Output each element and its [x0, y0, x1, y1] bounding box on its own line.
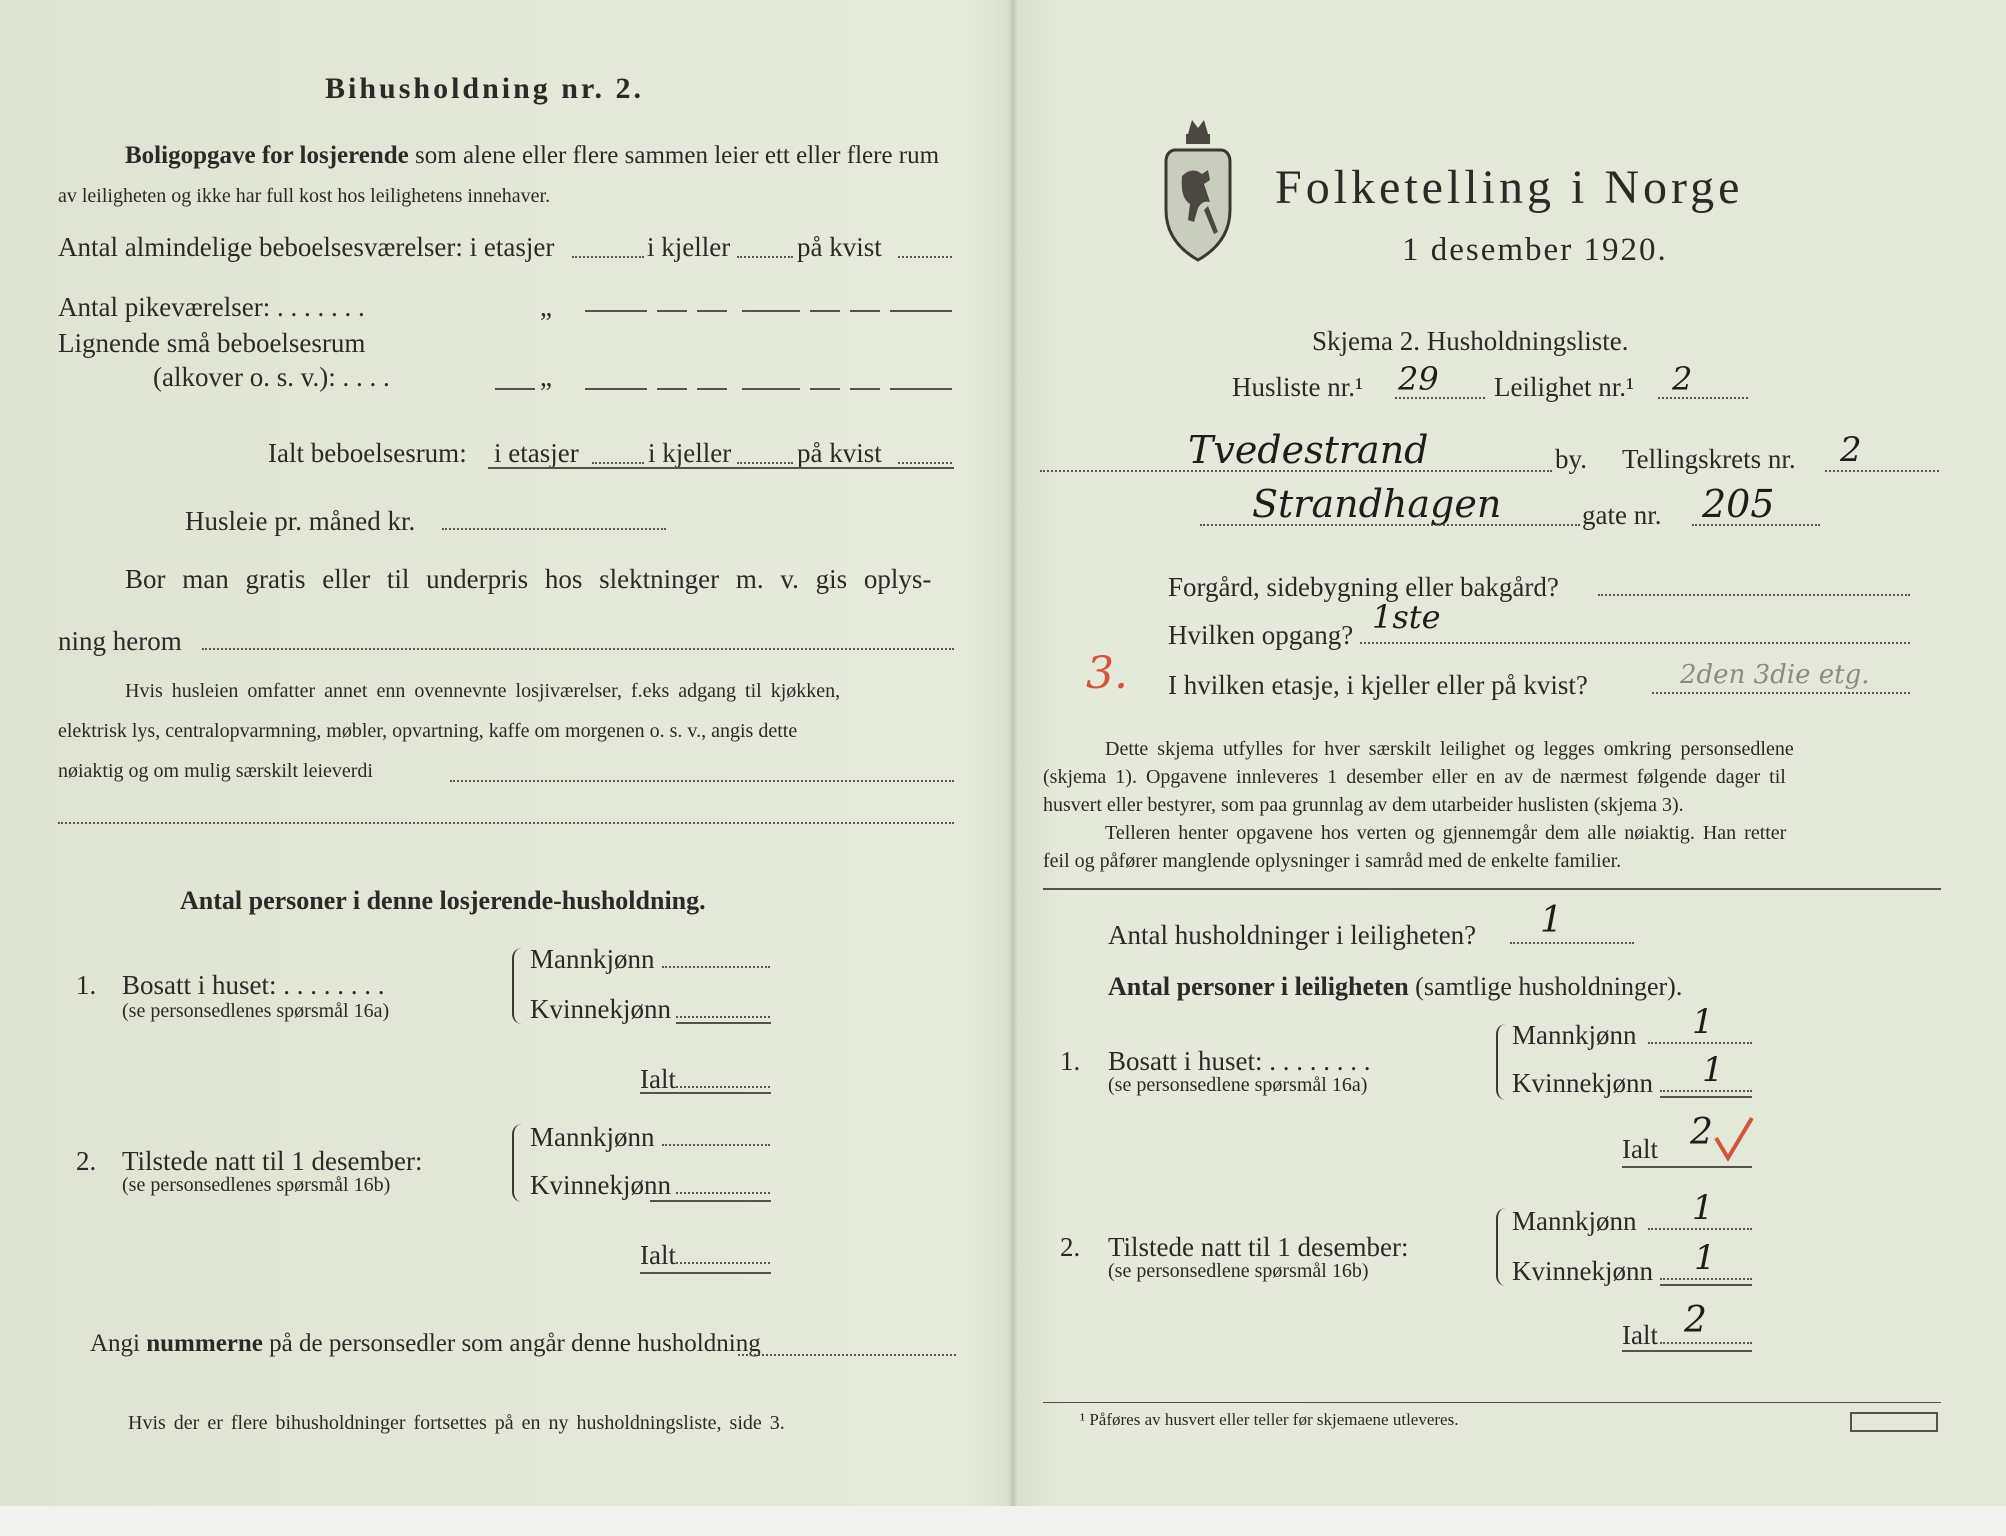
instructions-line-5: feil og påfører manglende oplysninger i samråd med de enkelte familier.	[1043, 850, 1622, 872]
lignende-label: Lignende små beboelsesrum	[58, 328, 366, 358]
l-q1-mann-field	[662, 966, 770, 968]
angi-pre: Angi	[90, 1330, 140, 1357]
husleie-field	[442, 528, 666, 530]
antal-pers-rest: (samtlige husholdninger).	[1415, 972, 1683, 1001]
r-q2-kvinne-field	[1660, 1278, 1752, 1280]
gate-field	[1200, 524, 1580, 526]
right-title: Folketelling i Norge	[1275, 161, 1744, 214]
ditto-dash	[742, 310, 800, 312]
l-q2-rule	[650, 1200, 771, 1202]
l-q1-sub: (se personsedlenes spørsmål 16a)	[122, 1000, 390, 1022]
r-q2-ialt-value: 2	[1684, 1300, 1707, 1341]
r-q1-rule	[1660, 1096, 1752, 1098]
hvis-husleien-line-2: elektrisk lys, centralopvarmning, møbler, opvartning, kaffe om morgenen o. s. v., angis dette	[58, 720, 798, 742]
ialt-kjeller-field	[737, 462, 793, 464]
leilighet-label: Leilighet nr.¹	[1494, 372, 1635, 402]
instructions-line-1: Dette skjema utfylles for hver særskilt leilighet og legges omkring personsedlene	[1105, 738, 1794, 760]
footnote: ¹ Påføres av husvert eller teller før skjemaene utleveres.	[1080, 1410, 1459, 1429]
r-q1-num: 1.	[1060, 1046, 1081, 1076]
instructions-line-3: husvert eller bestyrer, som paa grunnlag av dem utarbeider huslisten (skjema 3).	[1043, 794, 1684, 816]
l-q1-ialt-label: Ialt	[640, 1064, 676, 1094]
ditto-dash	[810, 388, 840, 390]
r-q1-ialt-value: 2	[1690, 1112, 1713, 1153]
r-q2-kvinne-value: 1	[1694, 1238, 1716, 1278]
intro-bold: Boligopgave for losjerende	[125, 142, 409, 169]
angi-bold: nummerne	[146, 1330, 263, 1357]
l-q2-kvinne-field	[676, 1192, 770, 1194]
husleie-label: Husleie pr. måned kr.	[185, 506, 416, 536]
tellingskrets-label: Tellingskrets nr.	[1622, 444, 1796, 474]
footnote-rule	[1043, 1402, 1941, 1403]
forgard-field	[1598, 594, 1910, 596]
ditto-dash	[850, 310, 880, 312]
etasje-label: I hvilken etasje, i kjeller eller på kvist?	[1168, 670, 1588, 700]
r-q1-kvinne-value: 1	[1702, 1050, 1724, 1090]
left-footer: Hvis der er flere bihusholdninger fortsettes på en ny husholdningsliste, side 3.	[128, 1412, 785, 1434]
ditto-dash	[697, 310, 727, 312]
ditto-dash	[585, 310, 647, 312]
by-field	[1040, 470, 1552, 472]
husliste-field	[1395, 397, 1485, 399]
l-q2-mann-label: Mannkjønn	[530, 1122, 655, 1152]
paa-kvist-label: på kvist	[797, 232, 882, 262]
antal-personer-heading: Antal personer i denne losjerende-husholdning.	[180, 886, 706, 915]
antal-alm-label: Antal almindelige beboelsesværelser: i etasjer	[58, 232, 555, 262]
gate-label: gate nr.	[1582, 500, 1662, 530]
printer-stamp	[1850, 1412, 1938, 1432]
kjeller-field	[737, 256, 793, 258]
r-q1-mann-value: 1	[1692, 1002, 1714, 1042]
ditto-dash	[657, 310, 687, 312]
leieverdi-field	[450, 780, 954, 782]
r-q1-ialt-rule	[1622, 1166, 1752, 1168]
instructions-line-2: (skjema 1). Opgavene innleveres 1 desember eller en av de nærmest følgende dager til	[1043, 766, 1786, 788]
ditto-dash	[585, 388, 647, 390]
paper-edge	[0, 1506, 2006, 1536]
angi-rest: på de personsedler som angår denne husholdning	[269, 1330, 761, 1357]
antal-hush-value: 1	[1540, 900, 1563, 941]
l-q1-mann-label: Mannkjønn	[530, 944, 655, 974]
r-q2-mann-value: 1	[1692, 1188, 1714, 1228]
gate-value: Strandhagen	[1252, 482, 1502, 526]
instructions-line-4: Telleren henter opgavene hos verten og gjennemgår dem alle nøiaktig. Han retter	[1105, 822, 1787, 844]
kvist-field	[898, 256, 952, 258]
leilighet-field	[1658, 397, 1748, 399]
left-title: Bihusholdning nr. 2.	[325, 72, 645, 105]
l-q2-num: 2.	[76, 1146, 97, 1176]
l-q1-kvinne-field	[676, 1016, 770, 1018]
skjema-label: Skjema 2. Husholdningsliste.	[1312, 326, 1629, 356]
ditto-dash	[657, 388, 687, 390]
tellingskrets-field	[1825, 470, 1939, 472]
ditto-dash	[850, 388, 880, 390]
intro-rest: som alene eller flere sammen leier ett eller flere rum	[415, 142, 940, 169]
r-q2-rule	[1660, 1284, 1752, 1286]
l-q2-brace	[512, 1124, 524, 1202]
ialt-kjeller-label: i kjeller	[648, 438, 732, 468]
l-q2-kvinne-label: Kvinnekjønn	[530, 1170, 671, 1200]
coat-of-arms-icon	[1158, 112, 1238, 262]
etasje-field	[1652, 692, 1910, 694]
l-q1-rule	[676, 1022, 771, 1024]
center-fold	[1008, 0, 1018, 1536]
etasje-value: 2den 3die etg.	[1680, 660, 1870, 690]
by-value: Tvedestrand	[1188, 428, 1429, 472]
l-q1-kvinne-label: Kvinnekjønn	[530, 994, 671, 1024]
r-q2-ialt-rule	[1622, 1350, 1752, 1352]
instructions-rule	[1043, 888, 1941, 890]
by-label: by.	[1555, 444, 1587, 474]
ditto-mark: „	[540, 292, 552, 322]
red-check-mark-icon	[1712, 1114, 1756, 1162]
antal-hush-label: Antal husholdninger i leiligheten?	[1108, 920, 1477, 950]
antal-pers-bold: Antal personer i leiligheten	[1108, 972, 1409, 1001]
gate-nr-value: 205	[1702, 482, 1775, 526]
i-etasjer-label: i etasjer	[494, 438, 579, 468]
intro-line-2: av leiligheten og ikke har full kost hos leilighetens innehaver.	[58, 185, 551, 207]
l-q2-sub: (se personsedlenes spørsmål 16b)	[122, 1174, 391, 1196]
r-q1-mann-field	[1648, 1042, 1752, 1044]
opgang-field	[1360, 642, 1910, 644]
ialt-rule	[488, 467, 954, 469]
r-q1-ialt-label: Ialt	[1622, 1134, 1658, 1164]
antal-pers-line	[1108, 972, 1682, 1002]
r-q2-mann-field	[1648, 1228, 1752, 1230]
l-q1-ialt-rule	[640, 1092, 771, 1094]
r-q1-label: Bosatt i huset: . . . . . . . .	[1108, 1046, 1371, 1076]
hvis-husleien-line-3: nøiaktig og om mulig særskilt leieverdi	[58, 760, 373, 782]
l-q2-ialt-field	[676, 1262, 770, 1264]
r-q1-mann-label: Mannkjønn	[1512, 1020, 1637, 1050]
leieverdi-field-2	[58, 822, 954, 824]
ditto-dash	[890, 310, 952, 312]
gate-nr-field	[1692, 524, 1820, 526]
l-q1-num: 1.	[76, 970, 97, 1000]
l-q2-label: Tilstede natt til 1 desember:	[122, 1146, 423, 1176]
angi-field	[738, 1354, 956, 1356]
r-q2-sub: (se personsedlene spørsmål 16b)	[1108, 1260, 1369, 1282]
ialt-kvist-field	[898, 462, 952, 464]
l-q1-brace	[512, 948, 524, 1024]
r-q2-label: Tilstede natt til 1 desember:	[1108, 1232, 1409, 1262]
husliste-label: Husliste nr.¹	[1232, 372, 1364, 402]
ialt-beboelsesrum-label: Ialt beboelsesrum:	[268, 438, 467, 468]
ditto-dash	[697, 388, 727, 390]
ditto-dash	[742, 388, 800, 390]
l-q2-mann-field	[662, 1144, 770, 1146]
r-q2-ialt-field	[1660, 1342, 1752, 1344]
r-q2-brace	[1496, 1208, 1508, 1286]
opgang-label: Hvilken opgang?	[1168, 620, 1354, 650]
ditto-dash	[495, 388, 535, 390]
right-date: 1 desember 1920.	[1402, 232, 1668, 268]
ning-herom-field	[202, 648, 954, 650]
r-q2-num: 2.	[1060, 1232, 1081, 1262]
leilighet-value: 2	[1672, 360, 1693, 398]
etasje-marker: 3.	[1086, 648, 1128, 699]
l-q1-label: Bosatt i huset: . . . . . . . .	[122, 970, 385, 1000]
r-q1-kvinne-field	[1660, 1090, 1752, 1092]
ialt-kvist-label: på kvist	[797, 438, 882, 468]
r-q1-kvinne-label: Kvinnekjønn	[1512, 1068, 1653, 1098]
husliste-value: 29	[1398, 360, 1439, 398]
opgang-value: 1ste	[1372, 598, 1441, 636]
l-q2-ialt-label: Ialt	[640, 1240, 676, 1270]
forgard-label: Forgård, sidebygning eller bakgård?	[1168, 572, 1559, 602]
pikevaerelser-label: Antal pikeværelser: . . . . . . .	[58, 292, 365, 322]
l-q1-ialt-field	[676, 1086, 770, 1088]
ning-herom-label: ning herom	[58, 626, 182, 656]
i-kjeller-label: i kjeller	[647, 232, 731, 262]
ialt-etasjer-field	[592, 462, 644, 464]
hvis-husleien-line-1: Hvis husleien omfatter annet enn ovennevnte losjiværelser, f.eks adgang til kjøkken,	[125, 680, 841, 702]
etasjer-field	[572, 256, 644, 258]
r-q1-brace	[1496, 1024, 1508, 1100]
angi-line	[90, 1330, 761, 1358]
r-q1-sub: (se personsedlene spørsmål 16a)	[1108, 1074, 1368, 1096]
l-q2-ialt-rule	[640, 1272, 771, 1274]
intro-line-1	[125, 142, 939, 170]
r-q2-ialt-label: Ialt	[1622, 1320, 1658, 1350]
ditto-mark: „	[540, 362, 552, 392]
r-q2-mann-label: Mannkjønn	[1512, 1206, 1637, 1236]
antal-hush-field	[1510, 942, 1634, 944]
alkover-label: (alkover o. s. v.): . . . .	[153, 362, 390, 392]
ditto-dash	[810, 310, 840, 312]
bor-gratis-text: Bor man gratis eller til underpris hos slektninger m. v. gis oplys-	[125, 564, 932, 594]
ditto-dash	[890, 388, 952, 390]
r-q2-kvinne-label: Kvinnekjønn	[1512, 1256, 1653, 1286]
tellingskrets-value: 2	[1840, 430, 1862, 470]
